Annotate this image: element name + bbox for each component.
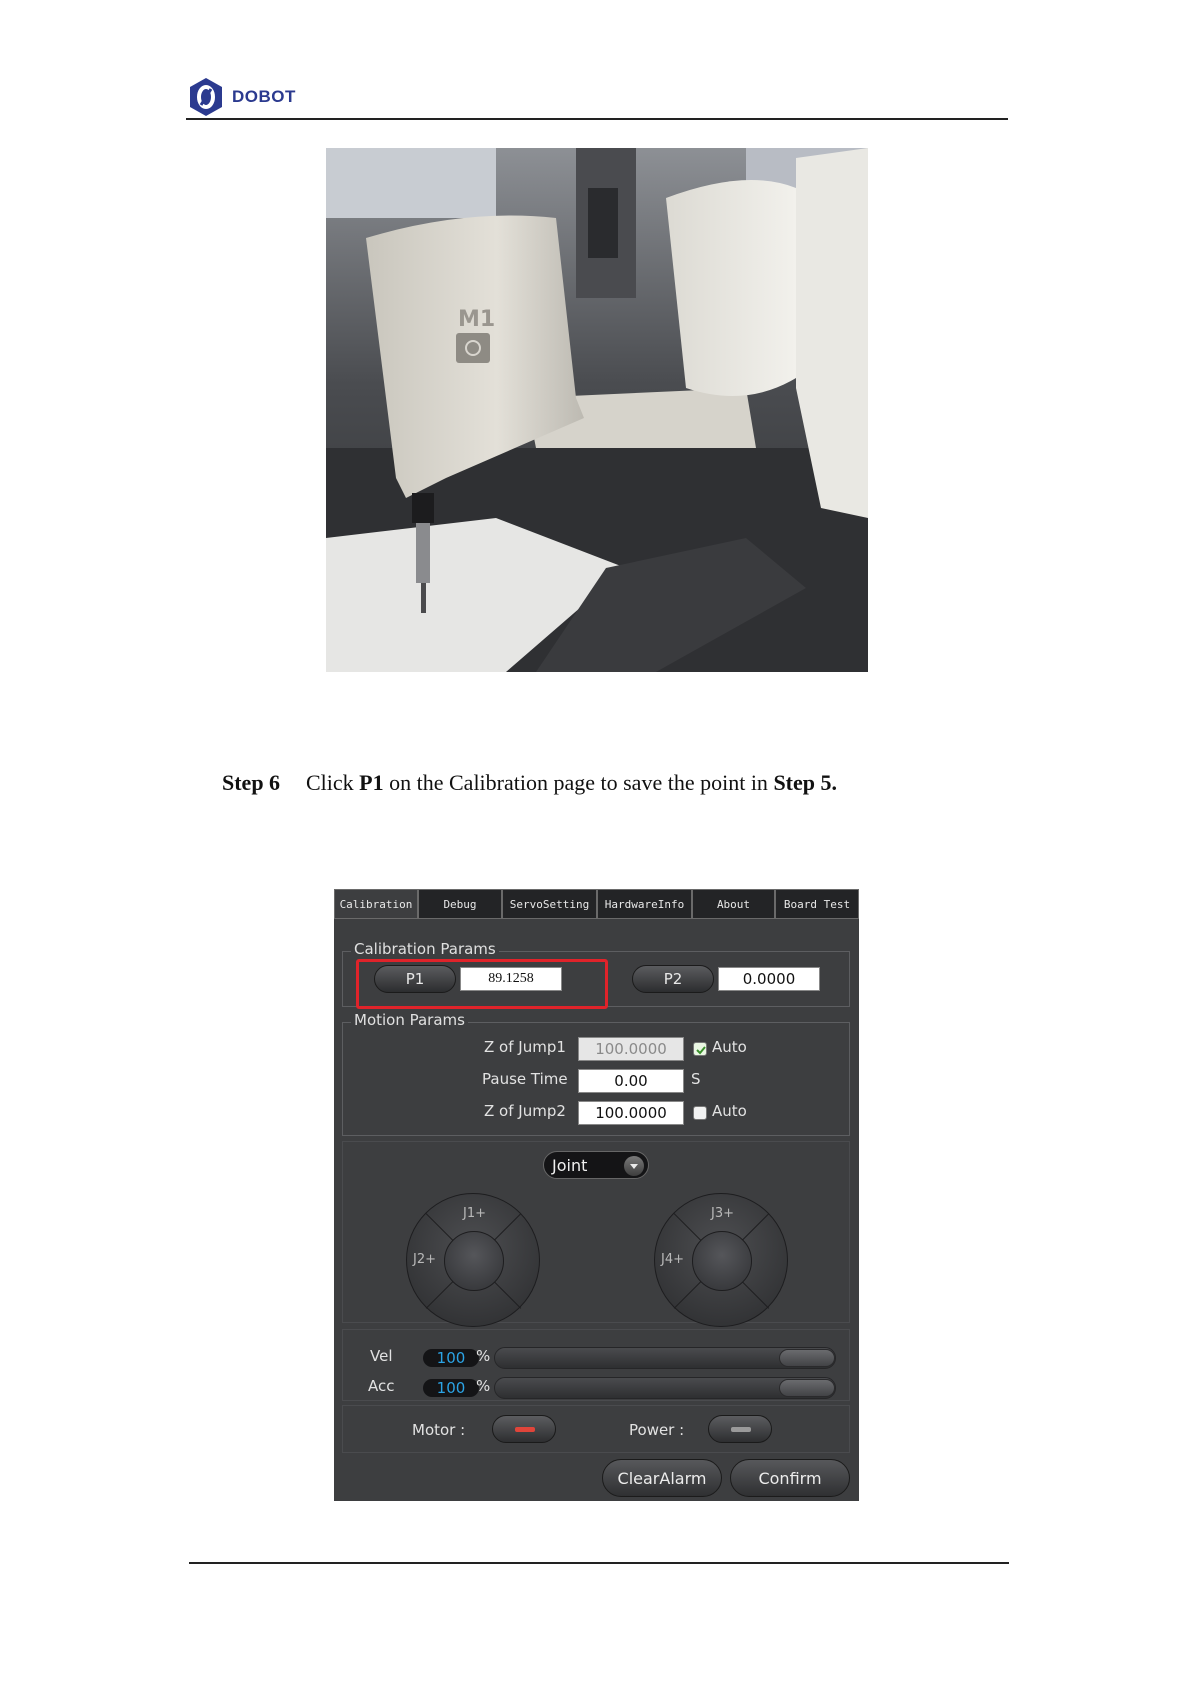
p1-value-field[interactable]: 89.1258 (460, 967, 562, 991)
clear-alarm-button[interactable]: ClearAlarm (602, 1459, 722, 1497)
z-jump1-label: Z of Jump1 (484, 1038, 566, 1056)
motor-toggle[interactable] (492, 1415, 556, 1443)
vel-value[interactable]: 100 (423, 1349, 479, 1367)
z-jump2-field[interactable]: 100.0000 (578, 1101, 684, 1125)
j4-plus-label[interactable]: J4+ (661, 1252, 684, 1267)
p1-highlight-box (356, 959, 608, 1009)
calibration-params-title: Calibration Params (351, 940, 499, 958)
tab-about[interactable]: About (692, 889, 775, 919)
j2-plus-label[interactable]: J2+ (413, 1252, 436, 1267)
jog-mode-value: Joint (552, 1155, 588, 1175)
z-jump2-label: Z of Jump2 (484, 1102, 566, 1120)
motion-params-title: Motion Params (351, 1011, 468, 1029)
vel-slider[interactable] (494, 1347, 836, 1369)
joint-dial-right-hub-icon (692, 1231, 752, 1291)
step-text-before: Click (306, 770, 360, 795)
z-jump2-auto-label: Auto (712, 1102, 747, 1120)
p2-value-field[interactable]: 0.0000 (718, 967, 820, 991)
arm-model-label: M1 (458, 307, 496, 332)
tab-hardware-info[interactable]: HardwareInfo (597, 889, 692, 919)
z-jump1-field: 100.0000 (578, 1037, 684, 1061)
joint-dial-left-hub-icon (444, 1231, 504, 1291)
power-status-indicator (731, 1427, 751, 1432)
tab-board-test[interactable]: Board Test (775, 889, 859, 919)
brand-name: DOBOT (232, 87, 296, 106)
robot-arm-photo (326, 148, 868, 672)
step-number: Step 6 (222, 770, 281, 795)
acc-unit: % (476, 1377, 491, 1395)
tab-debug[interactable]: Debug (418, 889, 502, 919)
z-jump1-auto-checkbox[interactable] (693, 1042, 707, 1056)
check-icon (695, 1044, 707, 1056)
pause-time-unit: S (691, 1070, 701, 1088)
acc-label: Acc (368, 1377, 395, 1395)
confirm-button[interactable]: Confirm (730, 1459, 850, 1497)
power-label: Power : (629, 1421, 685, 1439)
acc-slider[interactable] (494, 1377, 836, 1399)
step-instruction (222, 770, 837, 796)
motor-label: Motor : (412, 1421, 466, 1439)
chevron-down-icon (624, 1156, 644, 1176)
acc-slider-thumb[interactable] (779, 1379, 835, 1397)
motor-status-indicator (515, 1427, 535, 1432)
step-text-middle: on the Calibration page to save the point in (383, 770, 774, 795)
step-p1-ref: P1 (359, 770, 384, 795)
z-jump1-auto-label: Auto (712, 1038, 747, 1056)
vel-unit: % (476, 1347, 491, 1365)
header-rule (186, 118, 1008, 120)
tab-calibration[interactable]: Calibration (334, 889, 418, 919)
p1-button[interactable]: P1 (374, 965, 456, 993)
j3-plus-label[interactable]: J3+ (711, 1206, 734, 1221)
joint-dial-right[interactable] (654, 1193, 788, 1327)
acc-value[interactable]: 100 (423, 1379, 479, 1397)
tab-servo-setting[interactable]: ServoSetting (502, 889, 597, 919)
pause-time-label: Pause Time (482, 1070, 568, 1088)
p2-button[interactable]: P2 (632, 965, 714, 993)
step-ref: Step 5. (773, 770, 837, 795)
joint-dial-left[interactable] (406, 1193, 540, 1327)
vel-label: Vel (370, 1347, 393, 1365)
jog-mode-select[interactable] (543, 1151, 649, 1179)
j1-plus-label[interactable]: J1+ (463, 1206, 486, 1221)
z-jump2-auto-checkbox[interactable] (693, 1106, 707, 1120)
dobot-logo-icon (188, 77, 224, 117)
dobot-studio-panel (334, 889, 859, 1501)
footer-rule (189, 1562, 1009, 1564)
power-toggle[interactable] (708, 1415, 772, 1443)
tab-bar (334, 889, 859, 919)
pause-time-field[interactable]: 0.00 (578, 1069, 684, 1093)
vel-slider-thumb[interactable] (779, 1349, 835, 1367)
